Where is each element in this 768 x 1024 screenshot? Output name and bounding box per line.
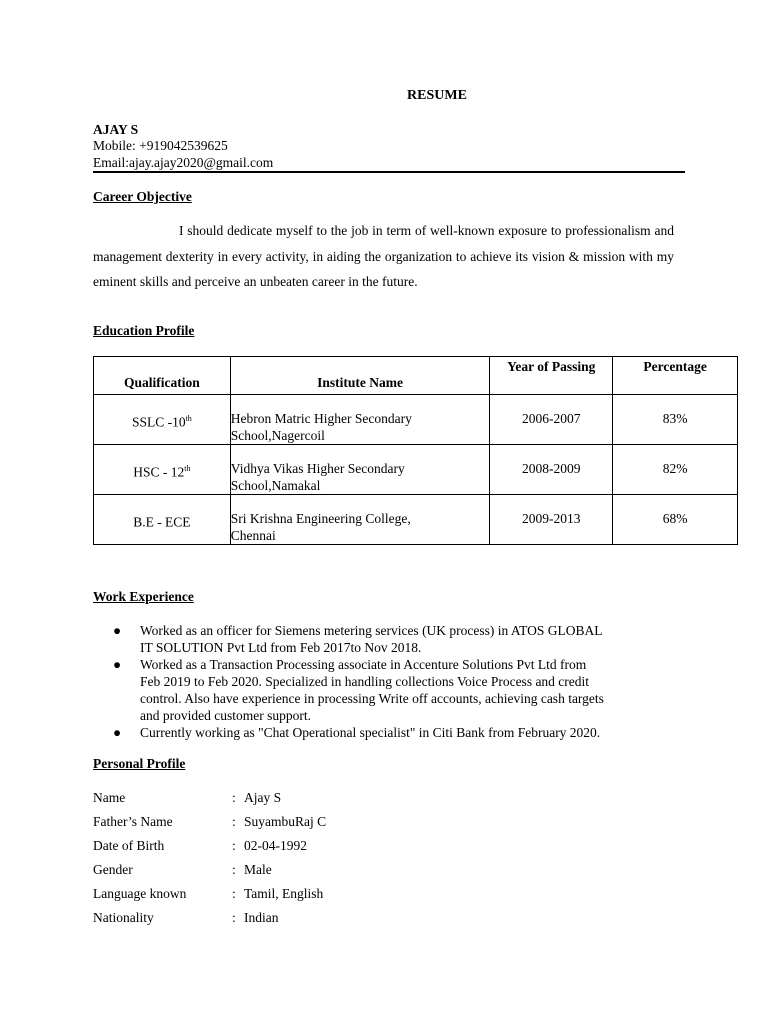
email-address: Email:ajay.ajay2020@gmail.com xyxy=(93,155,274,170)
education-table xyxy=(93,356,738,545)
institute-cell: Hebron Matric Higher Secondary School,Nagercoil xyxy=(230,395,490,445)
mobile-number: Mobile: +919042539625 xyxy=(93,138,228,153)
resume-title: RESUME xyxy=(407,88,467,103)
header-year-of-passing: Year of Passing xyxy=(490,357,613,395)
qualification-cell: B.E - ECE xyxy=(94,495,231,545)
year-cell: 2009-2013 xyxy=(490,495,613,545)
education-header-row xyxy=(94,357,738,395)
header-institute-name: Institute Name xyxy=(230,357,490,395)
list-item: ● Worked as an officer for Siemens metering services (UK process) in ATOS GLOBAL IT SOLUTION Pvt Ltd from Feb 2017to Nov 2018. xyxy=(113,623,603,655)
work-experience-heading: Work Experience xyxy=(93,589,194,604)
table-row xyxy=(94,495,738,545)
list-item: ● Worked as a Transaction Processing associate in Accenture Solutions Pvt Ltd from Feb 2019 to Feb 2020. Specialized in handling collections Voice Process and credit control. Also have experience in processing Write off accounts, achieving cash targets and provided customer support. xyxy=(113,657,604,723)
table-row xyxy=(94,445,738,495)
institute-cell: Sri Krishna Engineering College, Chennai xyxy=(230,495,490,545)
career-objective-heading: Career Objective xyxy=(93,189,192,204)
year-cell: 2008-2009 xyxy=(490,445,613,495)
institute-cell: Vidhya Vikas Higher Secondary School,Namakal xyxy=(230,445,490,495)
career-objective-text xyxy=(93,218,674,295)
candidate-name: AJAY S xyxy=(93,122,139,137)
list-item: ● Currently working as "Chat Operational specialist" in Citi Bank from February 2020. xyxy=(113,725,601,740)
bullet-icon: ● xyxy=(113,725,122,740)
header-percentage: Percentage xyxy=(613,357,738,395)
percentage-cell: 83% xyxy=(613,395,738,445)
work-experience-list xyxy=(93,622,693,741)
personal-profile-heading: Personal Profile xyxy=(93,756,186,771)
career-objective-body: I should dedicate myself to the job in term of well-known exposure to professionalism and management dexterity in every activity, in aiding the organization to achieve its vision & mission with my eminent skills and perceive an unbeaten career in the future. xyxy=(93,223,674,289)
header-qualification: Qualification xyxy=(94,357,231,395)
resume-page: RESUME AJAY S Mobile: +919042539625 Email:ajay.ajay2020@gmail.com Career Objective I should dedicate myself to the job in term of well-known exposure to professionalism and management dexterity in every activity, in aiding the organization to achieve its vision & mission with my eminent skills and perceive an unbeaten career in the future. Education Profile Qualification Institute Name Year of Passing Percentage SSLC -10th Hebron Matric Higher Secondary School,Nagercoil 2006-2007 83% HSC - 12th Vidhya Vikas Higher Secondary School,Namakal 2008-2009 82% B.E - ECE Sri Krishna Engineering College, Chennai 2009-2013 68% Work Experience ● Worked as an officer for Siemens metering services (UK process) in ATOS GLOBAL IT SOLUTION Pvt Ltd from Feb 2017to Nov 2018. ● Worked as a Transaction Processing associate in Accenture Solutions Pvt Ltd from Feb 2019 to Feb 2020. Specialized in handling collections Voice Process and credit control. Also have experience in processing Write off accounts, achieving cash targets and provided customer support. ● Currently working as "Chat Operational specialist" in Citi Bank from February 2020. Personal Profile Name : Ajay S Father’s Name : SuyambuRaj C Date of Birth : 02-04-1992 Gender : Male Language known : Tamil, English Nationality : Indian xyxy=(0,0,768,1024)
table-row xyxy=(94,395,738,445)
bullet-icon: ● xyxy=(113,657,122,672)
year-cell: 2006-2007 xyxy=(490,395,613,445)
header-divider xyxy=(93,171,685,173)
qualification-cell: SSLC -10th xyxy=(94,395,231,445)
education-profile-heading: Education Profile xyxy=(93,323,195,338)
percentage-cell: 68% xyxy=(613,495,738,545)
qualification-cell: HSC - 12th xyxy=(94,445,231,495)
bullet-icon: ● xyxy=(113,623,122,638)
percentage-cell: 82% xyxy=(613,445,738,495)
